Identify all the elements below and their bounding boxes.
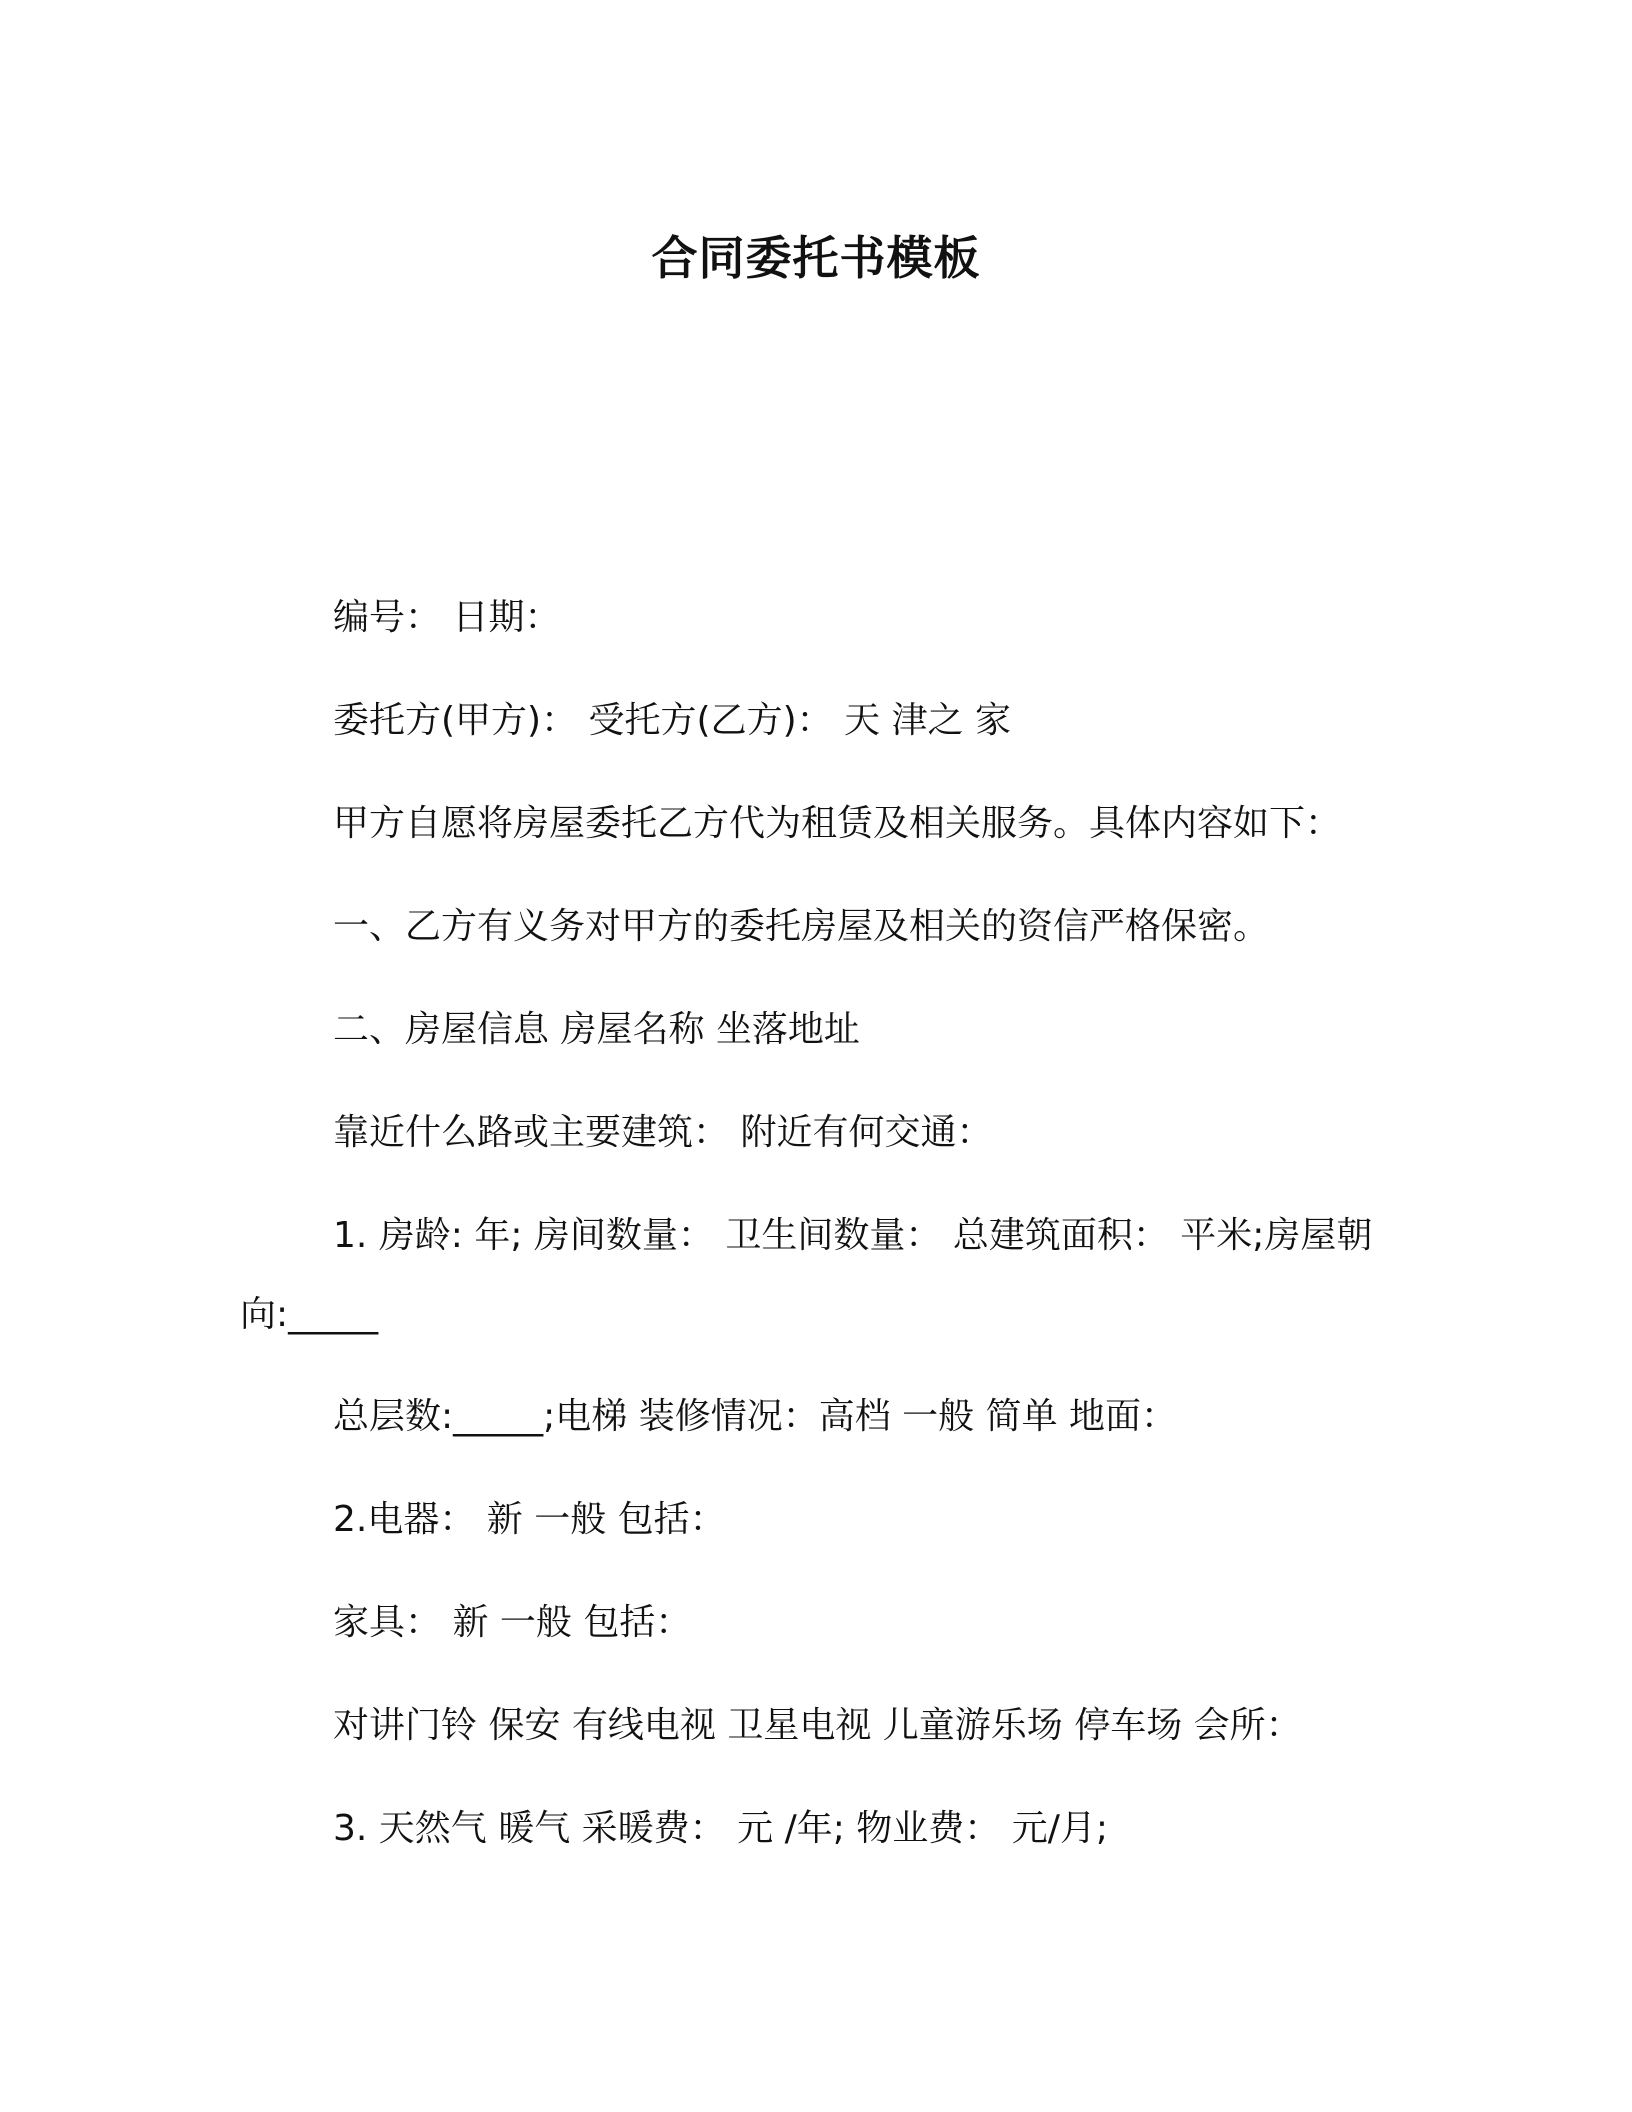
line-item-1: 1. 房龄: 年; 房间数量： 卫生间数量： 总建筑面积： 平米;房屋朝 bbox=[333, 1215, 1373, 1256]
line-number-date: 编号： 日期： bbox=[333, 597, 561, 638]
line-item-2: 2.电器： 新 一般 包括： bbox=[333, 1499, 726, 1540]
line-furniture: 家具： 新 一般 包括： bbox=[333, 1602, 692, 1643]
line-intro: 甲方自愿将房屋委托乙方代为租赁及相关服务。具体内容如下： bbox=[333, 803, 1342, 844]
line-item-1-cont: 向:_____ bbox=[240, 1294, 379, 1335]
line-clause-1: 一、乙方有义务对甲方的委托房屋及相关的资信严格保密。 bbox=[333, 906, 1270, 947]
line-floors: 总层数:_____;电梯 装修情况：高档 一般 简单 地面： bbox=[333, 1396, 1178, 1437]
line-clause-2: 二、房屋信息 房屋名称 坐落地址 bbox=[333, 1009, 860, 1050]
document-title: 合同委托书模板 bbox=[651, 231, 981, 285]
line-parties: 委托方(甲方)： 受托方(乙方)： 天 津之 家 bbox=[333, 700, 1011, 741]
line-nearby: 靠近什么路或主要建筑： 附近有何交通： bbox=[333, 1112, 993, 1153]
line-facilities: 对讲门铃 保安 有线电视 卫星电视 儿童游乐场 停车场 会所： bbox=[333, 1705, 1302, 1746]
line-item-3: 3. 天然气 暖气 采暖费： 元 /年; 物业费： 元/月; bbox=[333, 1808, 1108, 1849]
